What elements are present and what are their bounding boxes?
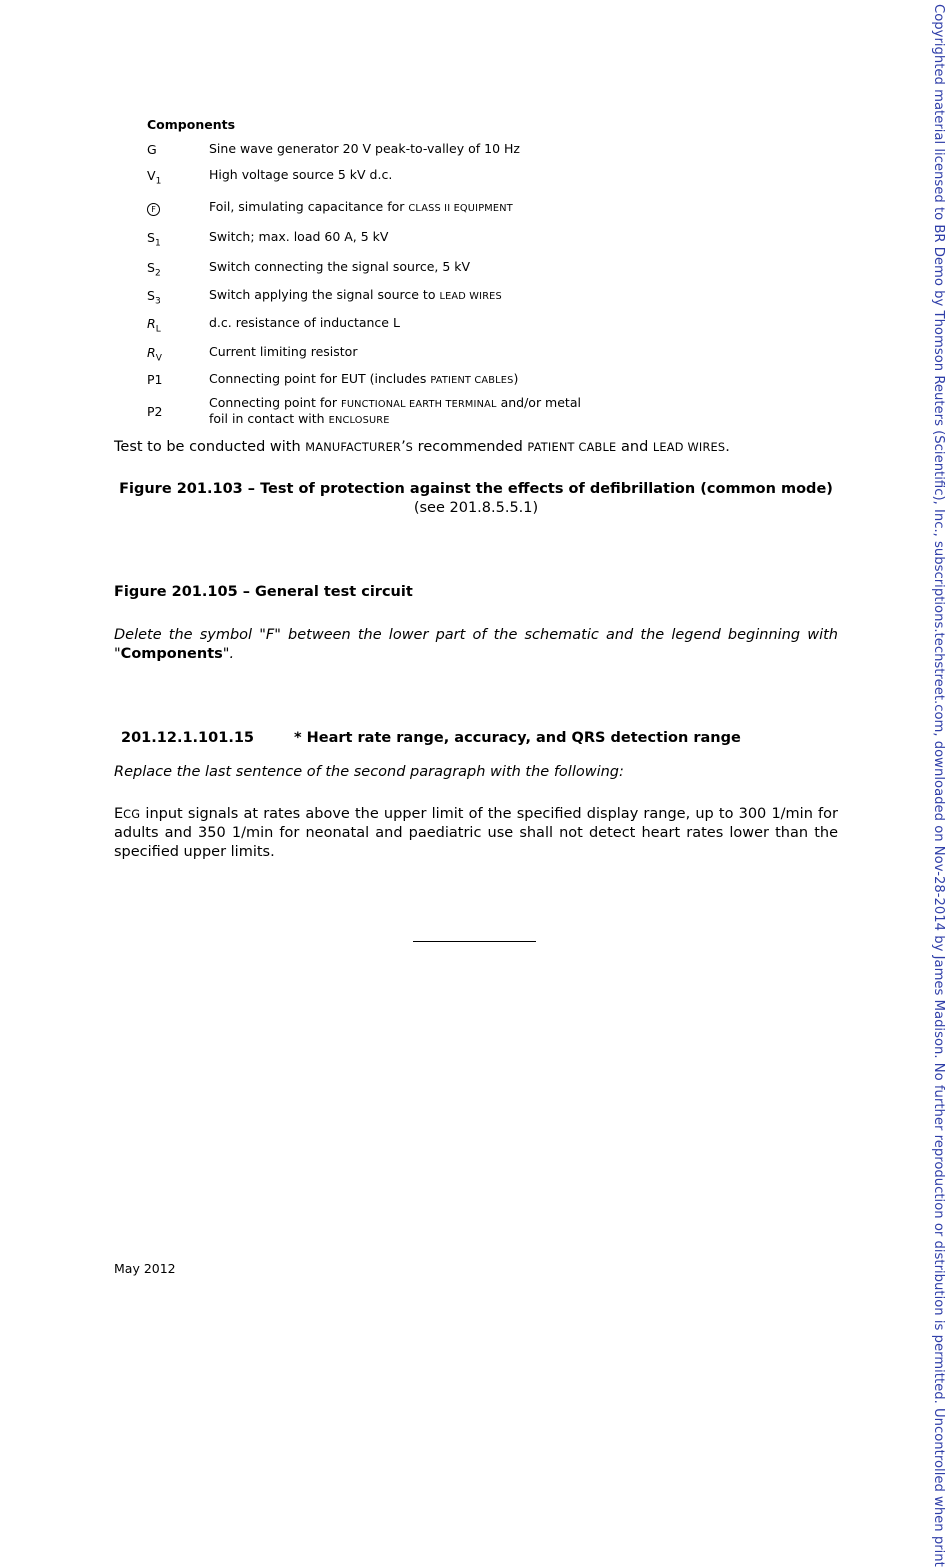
legend-symbol: P1 [147,372,163,387]
section-heading [121,729,845,748]
legend-description: Connecting point for EUT (includes PATIENT CABLES) [209,371,519,386]
test-note: Test to be conducted with MANUFACTURER’S recommended PATIENT CABLE and LEAD WIRES. [114,439,730,455]
legend-description: Sine wave generator 20 V peak-to-valley of 10 Hz [209,141,520,156]
legend-symbol: $R_V$ [147,345,162,364]
legend-description: High voltage source 5 kV d.c. [209,167,393,182]
legend-symbol: $R_L$ [147,316,161,335]
legend-symbol: $S_2$ [147,260,161,279]
end-rule [413,941,536,942]
legend-description: Switch connecting the signal source, 5 kV [209,259,471,274]
legend-description: Current limiting resistor [209,344,358,359]
figure-103-reference: (see 201.8.5.5.1) [413,500,539,516]
section-title: * Heart rate range, accuracy, and QRS detection range [294,730,741,746]
legend-description: d.c. resistance of inductance L [209,315,400,330]
legend-symbol: P2 [147,404,163,419]
body-paragraph: ECG input signals at rates above the upper limit of the specified display range, up to 300 1/min for adults and 350 1/min for neonatal and paediatric use shall not detect heart rates lower than the specified upper limits. [114,806,838,860]
legend-description: Connecting point for FUNCTIONAL EARTH TERMINAL and/or metal foil in contact with ENCLOSURE [209,395,581,426]
legend-description: Switch applying the signal source to LEAD WIRES [209,287,502,302]
legend-description: Foil, simulating capacitance for CLASS II EQUIPMENT [209,199,513,214]
instruction-delete-symbol: Delete the symbol "F" between the lower part of the schematic and the legend beginning with "Components". [114,627,838,662]
figure-103-caption: Figure 201.103 – Test of protection against the effects of defibrillation (common mode) [119,481,833,497]
legend-symbol: $V_1$ [147,168,162,187]
legend-symbol: G [147,142,157,157]
watermark-text: Copyrighted material licensed to BR Demo by Thomson Reuters (Scientific), Inc., subscriptions.techstreet.com, downloaded on Nov-28-2014 by James Madison. No further reproduction or distribution is permitted. Uncontrolled when print [931,4,946,1567]
foil-symbol-icon: F [147,200,207,216]
copyright-watermark [928,0,948,1567]
components-heading: Components [147,117,236,132]
figure-105-caption: Figure 201.105 – General test circuit [114,584,413,600]
legend-symbol: $S_3$ [147,288,161,307]
section-number: 201.12.1.101.15 [121,730,255,746]
footer-date: May 2012 [114,1261,176,1276]
instruction-replace: Replace the last sentence of the second paragraph with the following: [114,764,624,780]
legend-description: Switch; max. load 60 A, 5 kV [209,229,389,244]
legend-symbol: $S_1$ [147,230,161,249]
